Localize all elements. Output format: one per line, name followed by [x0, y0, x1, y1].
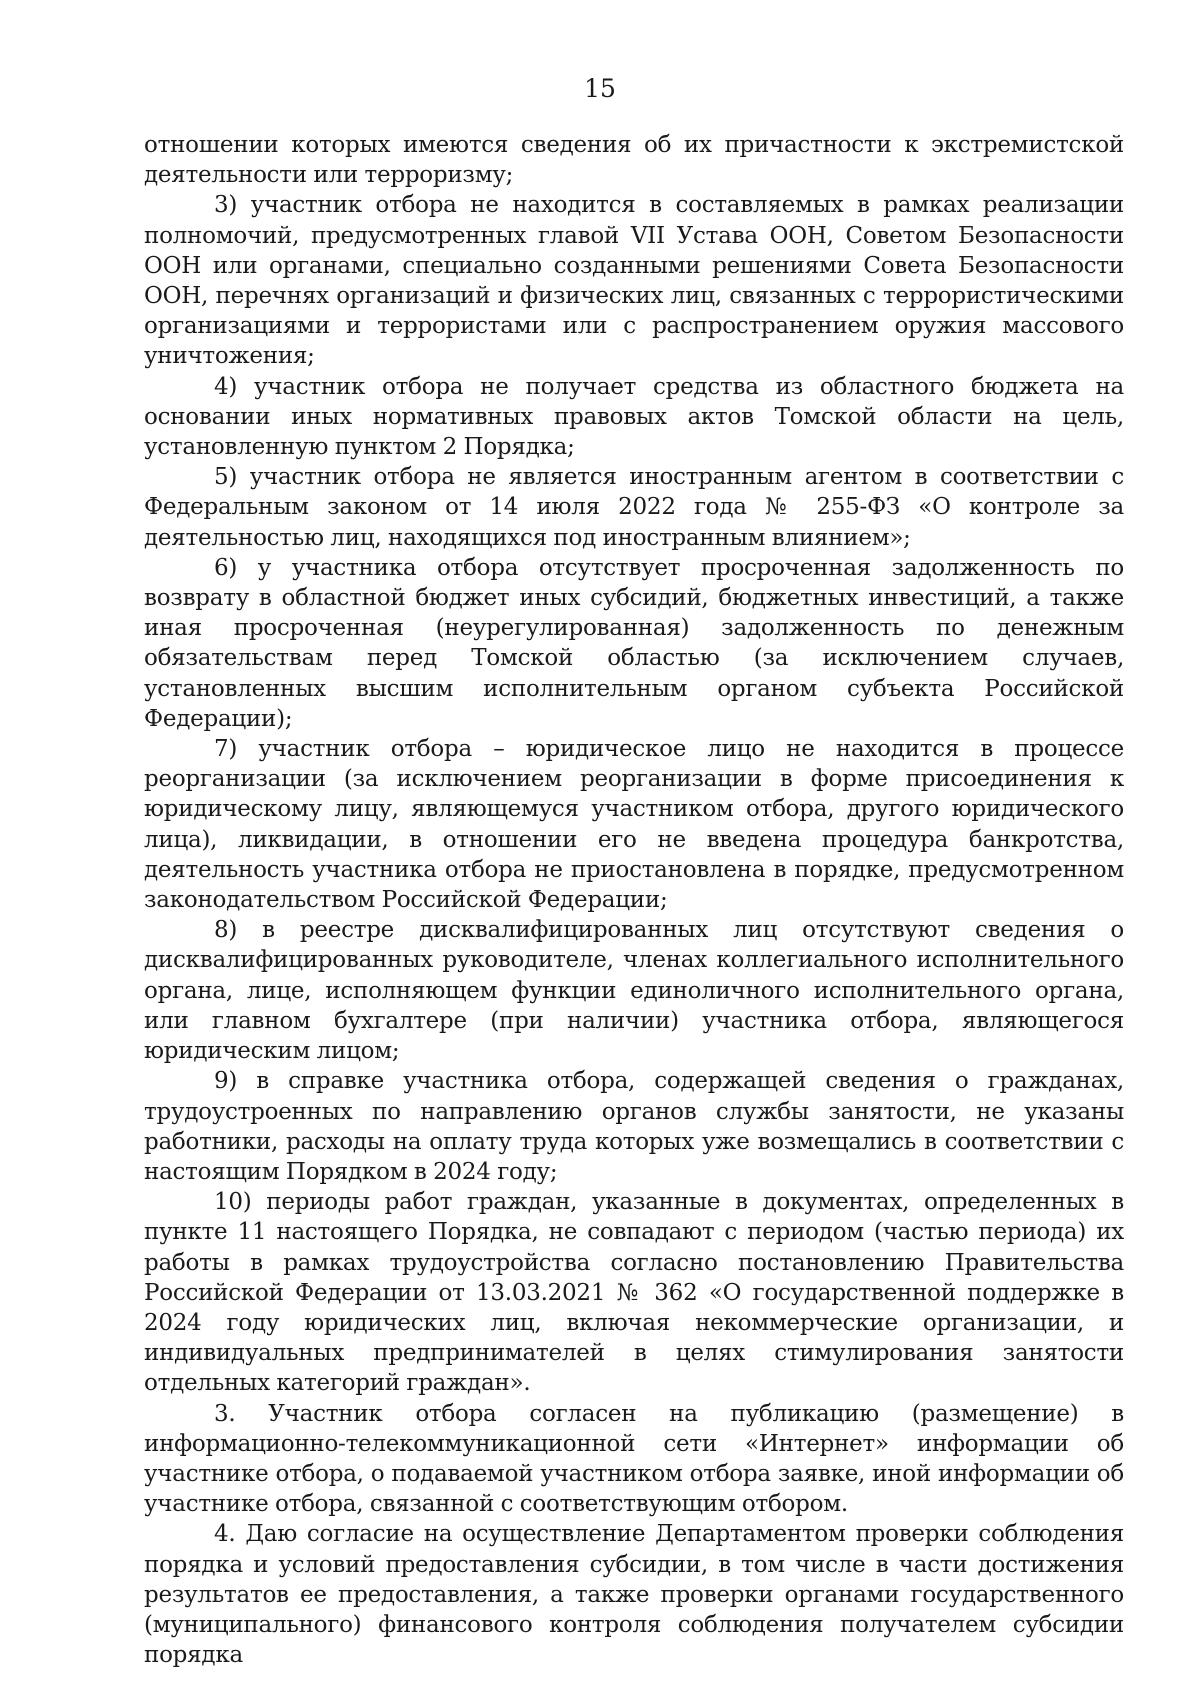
paragraph-item-9: 9) в справке участника отбора, содержащей сведения о гражданах, трудоустроенных по направлению органов службы занятости, не указаны работники, расходы на оплату труда которых уже возмещались в соответствии с настоящим Порядком в 2024 году;	[144, 1068, 1124, 1185]
paragraph-item-3: 3) участник отбора не находится в составляемых в рамках реализации полномочий, предусмотренных главой VII Устава ООН, Советом Безопасности ООН или органами, специально созданными решениями Совета Безопасности ООН, перечнях организаций и физических лиц, связанных с террористическими организациями и террористами или с распространением оружия массового уничтожения;	[144, 192, 1124, 370]
paragraph-section-4: 4. Даю согласие на осуществление Департаментом проверки соблюдения порядка и условий предоставления субсидии, в том числе в части достижения результатов ее предоставления, а также проверки органами государственного (муниципального) финансового контроля соблюдения получателем субсидии порядка	[144, 1521, 1124, 1669]
paragraph-section-3: 3. Участник отбора согласен на публикацию (размещение) в информационно-телекоммуникационной сети «Интернет» информации об участнике отбора, о подаваемой участником отбора заявке, иной информации об участнике отбора, связанной с соответствующим отбором.	[144, 1400, 1124, 1518]
paragraph-continuation: отношении которых имеются сведения об их причастности к экстремистской деятельности или терроризму;	[144, 132, 1124, 189]
paragraph-item-10: 10) периоды работ граждан, указанные в документах, определенных в пункте 11 настоящего Порядка, не совпадают с периодом (частью периода) их работы в рамках трудоустройства согласно постановлению Правительства Российской Федерации от 13.03.2021 № 362 «О государственной поддержке в 2024 году юридических лиц, включая некоммерческие организации, и индивидуальных предпринимателей в целях стимулирования занятости отдельных категорий граждан».	[144, 1189, 1124, 1397]
document-body	[144, 130, 1124, 1670]
paragraph-item-5: 5) участник отбора не является иностранным агентом в соответствии с Федеральным законом от 14 июля 2022 года № 255-ФЗ «О контроле за деятельностью лиц, находящихся под иностранным влиянием»;	[144, 464, 1124, 551]
paragraph-item-6: 6) у участника отбора отсутствует просроченная задолженность по возврату в областной бюджет иных субсидий, бюджетных инвестиций, а также иная просроченная (неурегулированная) задолженность по денежным обязательствам перед Томской областью (за исключением случаев, установленных высшим исполнительным органом субъекта Российской Федерации);	[144, 554, 1124, 732]
paragraph-item-4: 4) участник отбора не получает средства из областного бюджета на основании иных нормативных правовых актов Томской области на цель, установленную пунктом 2 Порядка;	[144, 373, 1124, 461]
paragraph-item-7: 7) участник отбора – юридическое лицо не находится в процессе реорганизации (за исключением реорганизации в форме присоединения к юридическому лицу, являющемуся участником отбора, другого юридического лица), ликвидации, в отношении его не введена процедура банкротства, деятельность участника отбора не приостановлена в порядке, предусмотренном законодательством Российской Федерации;	[144, 736, 1124, 914]
paragraph-item-8: 8) в реестре дисквалифицированных лиц отсутствуют сведения о дисквалифицированных руководителе, членах коллегиального исполнительного органа, лице, исполняющем функции единоличного исполнительного органа, или главном бухгалтере (при наличии) участника отбора, являющегося юридическим лицом;	[144, 917, 1124, 1065]
page-number: 15	[584, 74, 616, 103]
